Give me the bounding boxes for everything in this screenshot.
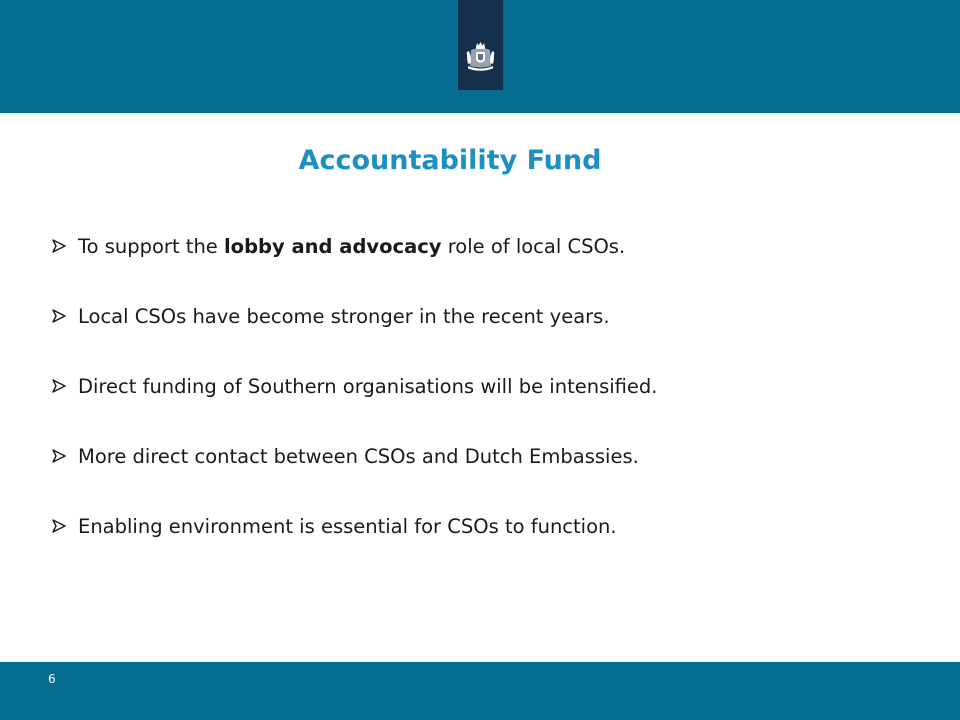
bullet-item <box>52 294 932 338</box>
slide-title: Accountability Fund <box>298 145 602 176</box>
bullet-item <box>52 434 932 478</box>
bullet-text: Direct funding of Southern organisations will be intensified. <box>78 374 658 398</box>
bullet-text: More direct contact between CSOs and Dutch Embassies. <box>78 444 639 468</box>
arrow-bullet-icon <box>52 519 78 533</box>
bullet-text: To support the lobby and advocacy role of local CSOs. <box>78 234 626 258</box>
footer-band <box>0 662 960 720</box>
royal-coat-of-arms-icon <box>458 0 503 90</box>
bullet-text: Local CSOs have become stronger in the recent years. <box>78 304 610 328</box>
bullet-list <box>52 224 932 574</box>
arrow-bullet-icon <box>52 309 78 323</box>
arrow-bullet-icon <box>52 449 78 463</box>
page-number: 6 <box>48 672 56 686</box>
arrow-bullet-icon <box>52 239 78 253</box>
bullet-item <box>52 224 932 268</box>
arrow-bullet-icon <box>52 379 78 393</box>
emblem-box <box>458 0 503 90</box>
bullet-item <box>52 504 932 548</box>
bullet-text: Enabling environment is essential for CSOs to function. <box>78 514 617 538</box>
bullet-item <box>52 364 932 408</box>
